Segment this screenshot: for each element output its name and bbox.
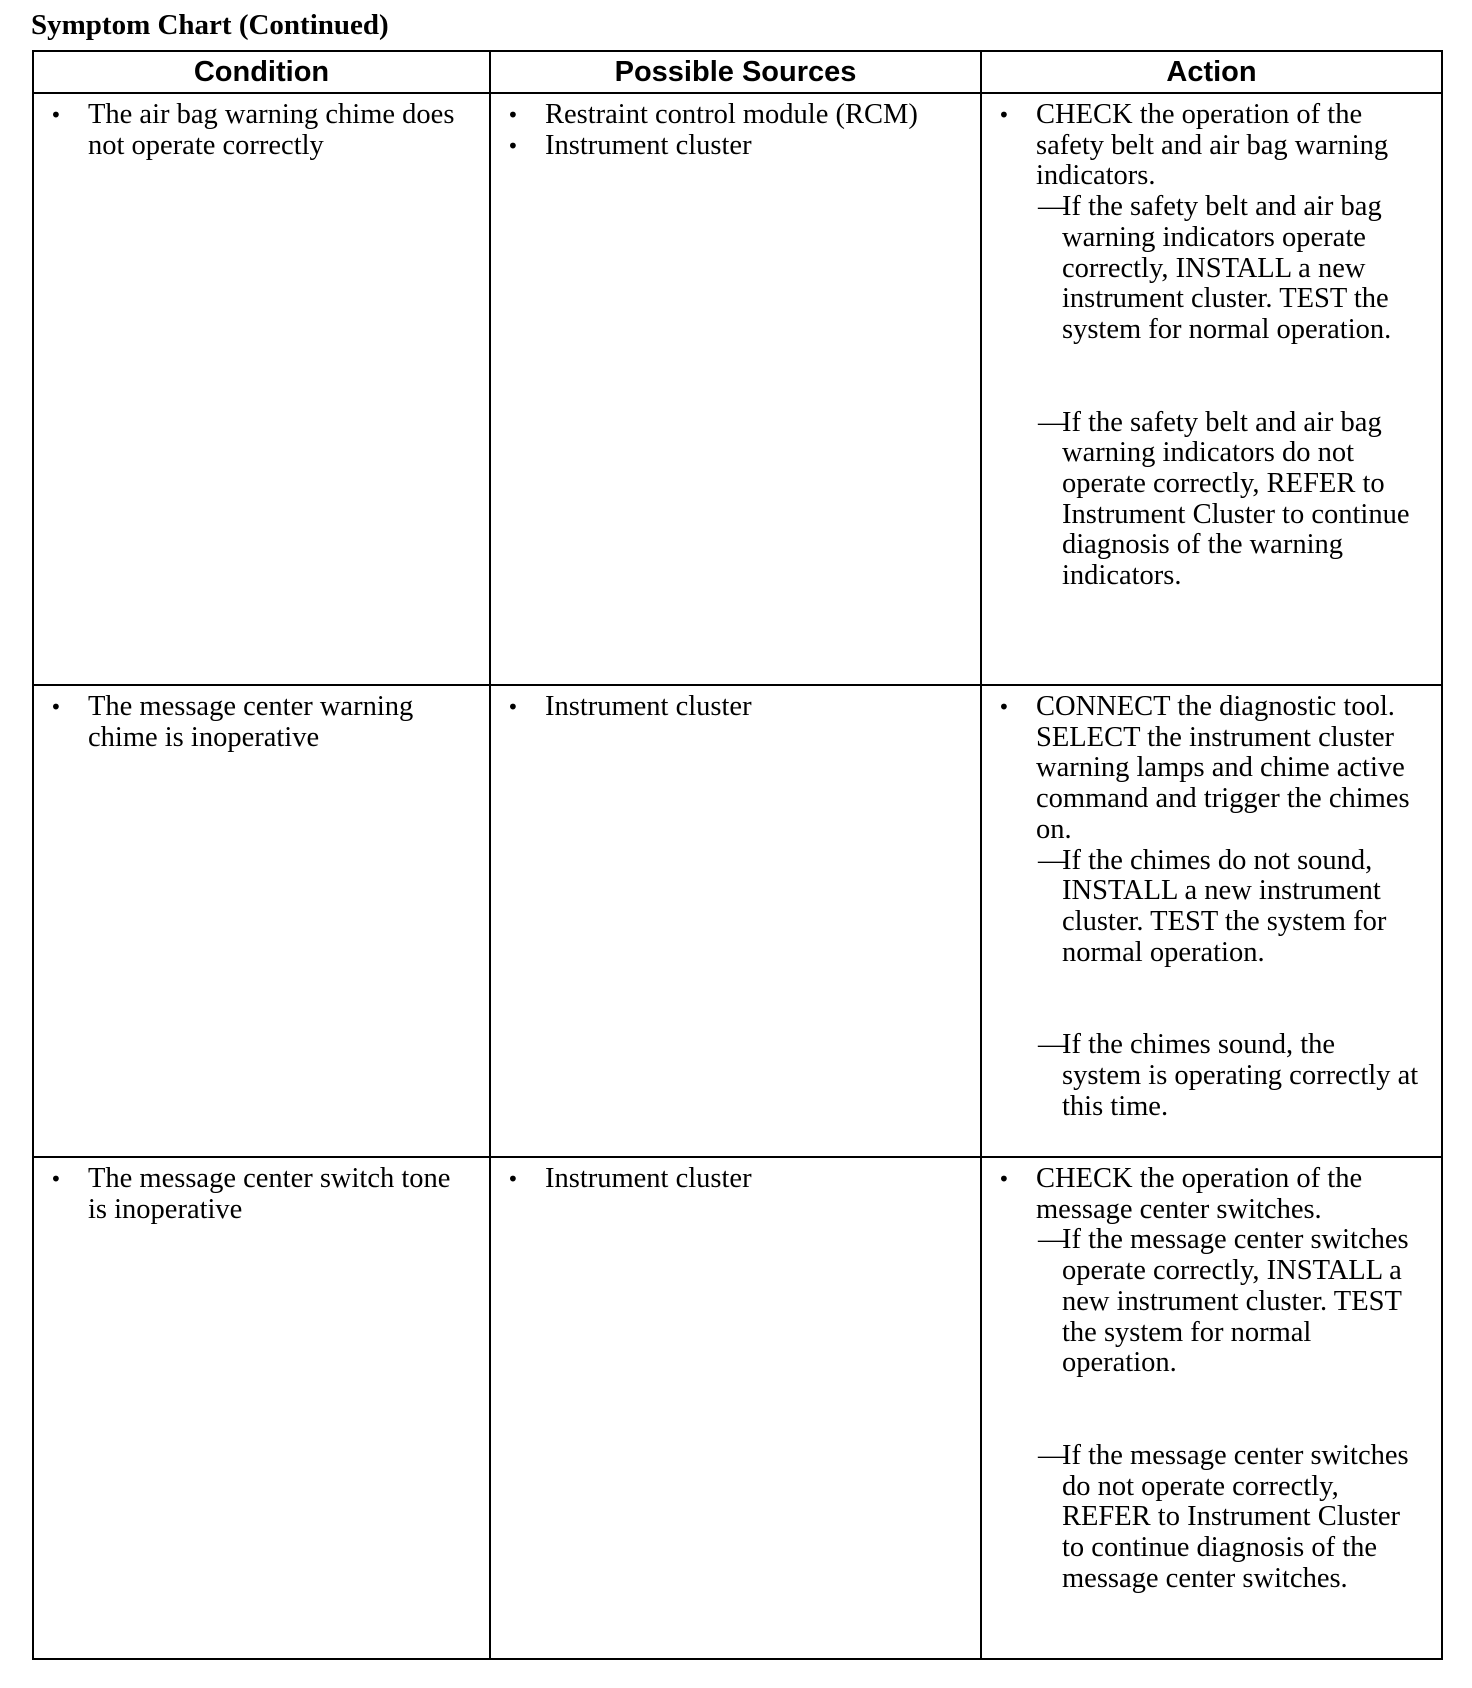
list-item — [505, 131, 960, 162]
source-text: Instrument cluster — [545, 1163, 752, 1194]
dash-icon: — — [1038, 406, 1067, 438]
bullet-icon: • — [507, 133, 519, 158]
action-header: Action — [981, 51, 1442, 93]
condition-cell — [33, 1157, 490, 1659]
dash-icon: — — [1038, 844, 1067, 876]
action-test-text: TEST the system for normal operation. — [1062, 283, 1392, 345]
action-sub-item — [996, 1441, 1421, 1595]
action-sub-item — [996, 846, 1421, 969]
dash-icon: — — [1038, 1224, 1067, 1256]
bullet-icon: • — [50, 695, 62, 719]
action-sub-text: If the message center switches operate correctly, INSTALL a new instrument cluster. — [1062, 1224, 1409, 1317]
action-cell — [981, 685, 1442, 1157]
condition-text: The air bag warning chime does not operate correctly — [88, 99, 455, 161]
list-item — [505, 692, 960, 723]
action-sub-text: If the chimes do not sound, INSTALL a new instrument cluster. — [1062, 844, 1381, 937]
table-row — [33, 93, 1442, 685]
bullet-icon: • — [50, 103, 62, 127]
symptom-chart-table — [32, 50, 1443, 1660]
list-item — [48, 692, 469, 753]
condition-header: Condition — [33, 51, 490, 93]
action-text: CHECK the operation of the message center switches. — [1036, 1163, 1363, 1225]
condition-cell — [33, 93, 490, 685]
list-item — [505, 1164, 960, 1195]
dash-icon: — — [1038, 1439, 1067, 1471]
list-item — [48, 100, 469, 161]
sources-cell — [490, 685, 981, 1157]
action-sub-text: If the safety belt and air bag warning indicators operate correctly, INSTALL a new instrument cluster. — [1062, 191, 1382, 315]
list-item — [505, 100, 960, 131]
action-sub-item — [996, 192, 1421, 346]
page-title: Symptom Chart (Continued) — [31, 9, 389, 41]
bullet-icon: • — [507, 1167, 519, 1191]
action-text: CONNECT the diagnostic tool. SELECT the instrument cluster warning lamps and chime active command and trigger the chimes on. — [1036, 691, 1410, 845]
source-text: Restraint control module (RCM) — [545, 99, 918, 130]
bullet-icon: • — [998, 1167, 1010, 1191]
action-sub-item — [996, 408, 1421, 592]
list-item — [48, 1164, 469, 1225]
header-row — [33, 51, 1442, 93]
sources-cell — [490, 93, 981, 685]
bullet-icon: • — [998, 103, 1010, 127]
source-text: Instrument cluster — [545, 129, 752, 161]
list-item — [996, 692, 1421, 846]
bullet-icon: • — [507, 103, 519, 127]
sources-cell — [490, 1157, 981, 1659]
bullet-icon: • — [50, 1167, 62, 1191]
action-cell — [981, 93, 1442, 685]
action-cell — [981, 1157, 1442, 1659]
action-sub-text: If the message center switches do not operate correctly, REFER to Instrument Cluster to continue diagnosis of the message center switches. — [1062, 1439, 1409, 1594]
condition-text: The message center warning chime is inoperative — [88, 691, 414, 753]
action-text: CHECK the operation of the safety belt and air bag warning indicators. — [1036, 99, 1389, 192]
condition-text: The message center switch tone is inoperative — [88, 1163, 451, 1225]
action-sub-item — [996, 1225, 1421, 1379]
list-item — [996, 1164, 1421, 1225]
list-item — [996, 100, 1421, 192]
table-row — [33, 685, 1442, 1157]
action-sub-item — [996, 1030, 1421, 1122]
action-sub-text: If the chimes sound, the system is operating correctly at this time. — [1062, 1029, 1419, 1122]
table-row — [33, 1157, 1442, 1659]
possible-sources-header: Possible Sources — [490, 51, 981, 93]
action-test-text: TEST the system for normal operation. — [1062, 1285, 1402, 1379]
dash-icon: — — [1038, 191, 1067, 223]
action-sub-text: If the safety belt and air bag warning indicators do not operate correctly, REFER to Instrument Cluster to continue diagnosis of the warning indicators. — [1062, 406, 1410, 592]
bullet-icon: • — [507, 695, 519, 719]
dash-icon: — — [1038, 1029, 1067, 1061]
condition-cell — [33, 685, 490, 1157]
source-text: Instrument cluster — [545, 691, 752, 722]
action-test-text: TEST the system for normal operation. — [1062, 905, 1387, 968]
bullet-icon: • — [998, 695, 1010, 719]
